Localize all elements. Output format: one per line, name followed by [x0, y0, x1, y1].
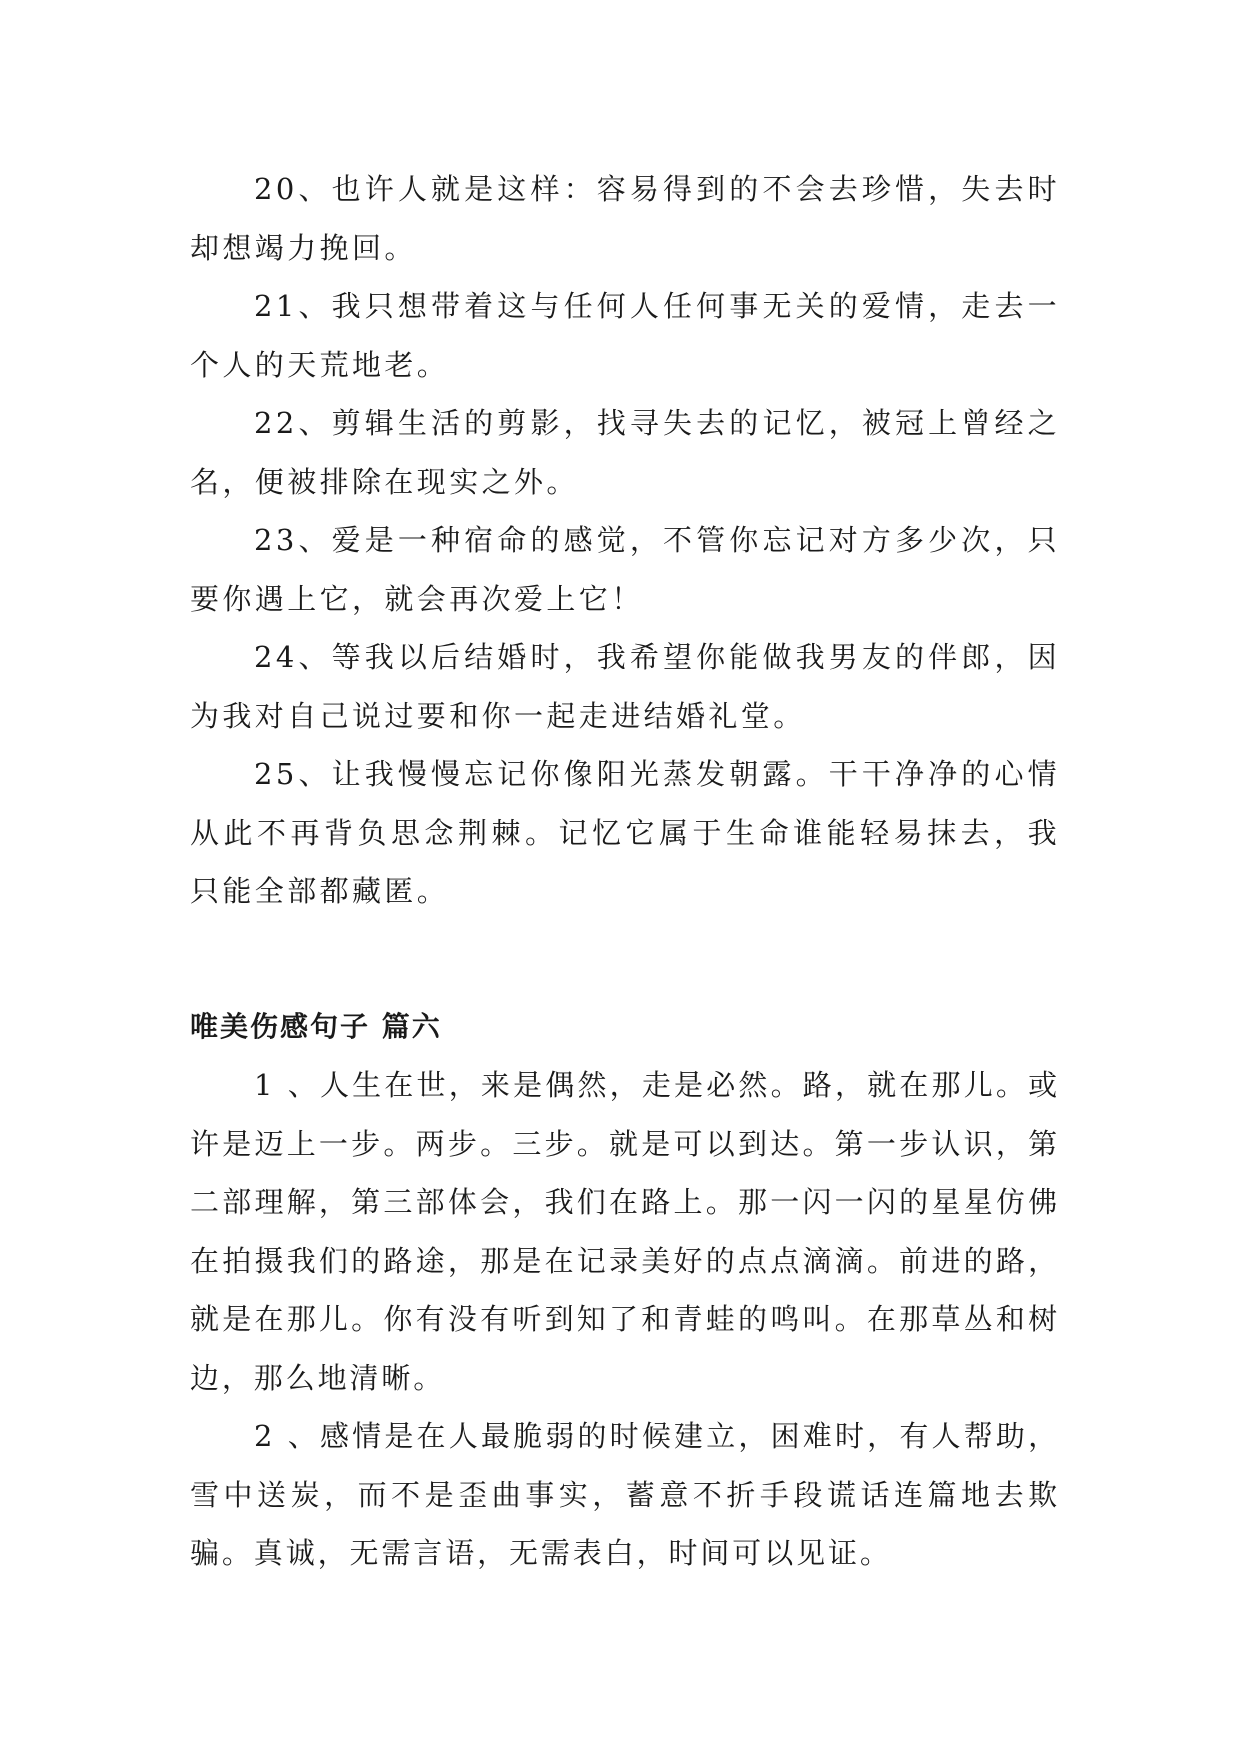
- paragraph-item-22: 22、剪辑生活的剪影，找寻失去的记忆，被冠上曾经之名，便被排除在现实之外。: [190, 406, 1060, 499]
- paragraph-item-24: 24、等我以后结婚时，我希望你能做我男友的伴郎，因为我对自己说过要和你一起走进结婚礼堂。: [190, 640, 1060, 733]
- paragraph-section6-item-1: 1 、人生在世，来是偶然，走是必然。路，就在那儿。或许是迈上一步。两步。三步。就是可以到达。第一步认识，第二部理解，第三部体会，我们在路上。那一闪一闪的星星仿佛在拍摄我们的路途，那是在记录美好的点点滴滴。前进的路，就是在那儿。你有没有听到知了和青蛙的鸣叫。在那草丛和树边，那么地清晰。: [190, 1068, 1060, 1395]
- section-heading: 唯美伤感句子 篇六: [190, 1009, 442, 1043]
- paragraph-item-23: 23、爱是一种宿命的感觉，不管你忘记对方多少次，只要你遇上它，就会再次爱上它！: [190, 523, 1060, 616]
- paragraph-item-21: 21、我只想带着这与任何人任何事无关的爱情，走去一个人的天荒地老。: [190, 289, 1060, 382]
- paragraph-item-20: 20、也许人就是这样：容易得到的不会去珍惜，失去时却想竭力挽回。: [190, 172, 1060, 265]
- paragraph-item-25: 25、让我慢慢忘记你像阳光蒸发朝露。干干净净的心情从此不再背负思念荆棘。记忆它属于生命谁能轻易抹去，我只能全部都藏匿。: [190, 757, 1060, 908]
- document-body: [190, 160, 1060, 1583]
- paragraph-section6-item-2: 2 、感情是在人最脆弱的时候建立，困难时，有人帮助，雪中送炭，而不是歪曲事实，蓄意不折手段谎话连篇地去欺骗。真诚，无需言语，无需表白，时间可以见证。: [190, 1419, 1060, 1570]
